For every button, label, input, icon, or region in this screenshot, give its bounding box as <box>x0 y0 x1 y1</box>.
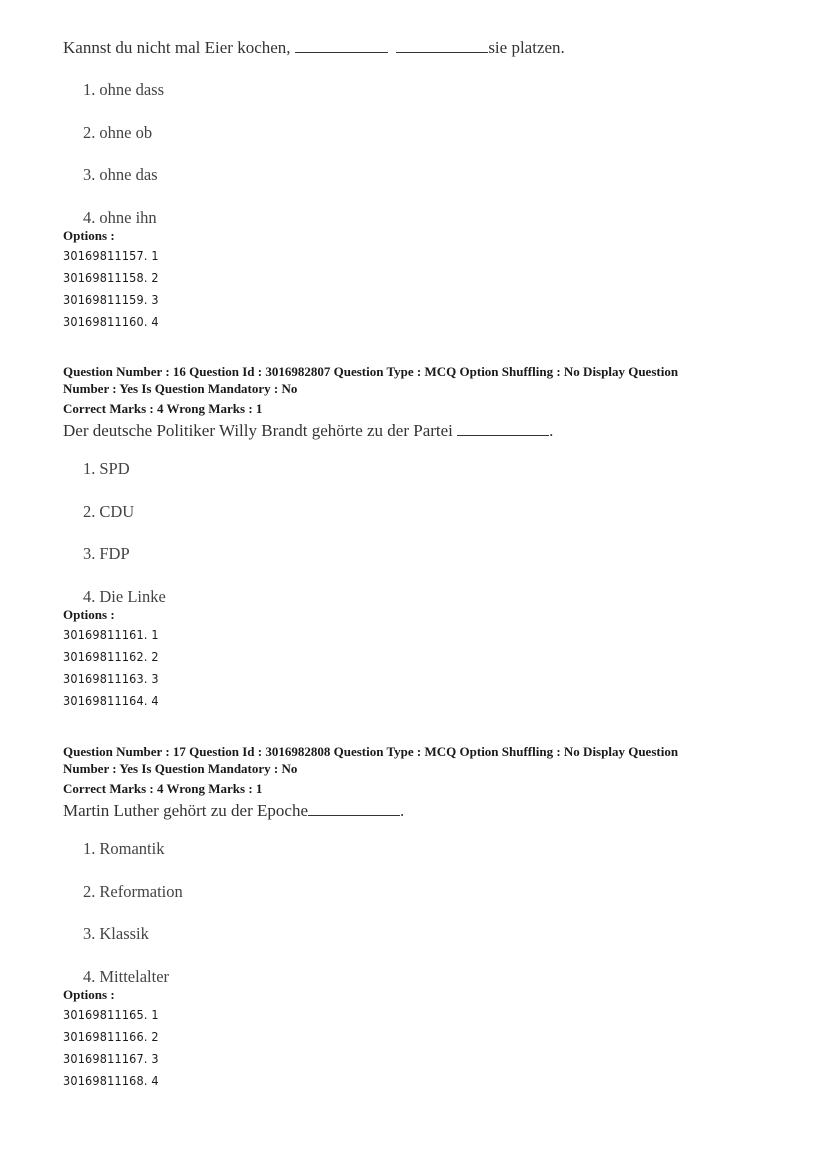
choice-item: 1. ohne dass <box>83 80 164 99</box>
option-id-row: 30169811164. 4 <box>63 692 159 708</box>
stem-text: Kannst du nicht mal Eier kochen, <box>63 38 295 57</box>
question-meta: Question Number : 17 Question Id : 3016982808 Question Type : MCQ Option Shuffling : No Display Question Number : Yes Is Question Mandatory : No <box>63 744 679 776</box>
choice-list <box>63 80 773 228</box>
option-id-row: 30169811158. 2 <box>63 269 159 285</box>
choice-item: 4. ohne ihn <box>83 207 157 227</box>
choice-item: 4. Die Linke <box>83 586 166 606</box>
stem-text: . <box>400 801 405 820</box>
question-stem <box>63 421 773 441</box>
marks-line: Correct Marks : 4 Wrong Marks : 1 <box>63 401 263 416</box>
option-id-row: 30169811168. 4 <box>63 1072 159 1088</box>
marks-line: Correct Marks : 4 Wrong Marks : 1 <box>63 781 263 796</box>
choice-item: 3. ohne das <box>83 165 158 184</box>
stem-text: Martin Luther gehört zu der Epoche <box>63 801 308 820</box>
options-label: Options : <box>63 986 115 1002</box>
option-id-row: 30169811161. 1 <box>63 626 159 642</box>
stem-text: sie platzen. <box>488 38 565 57</box>
choice-item: 1. Romantik <box>83 839 165 858</box>
question-stem <box>63 801 773 821</box>
options-label: Options : <box>63 606 115 622</box>
answer-blank <box>457 421 549 436</box>
option-id-row: 30169811166. 2 <box>63 1028 159 1044</box>
answer-blank <box>295 38 388 53</box>
option-id-row: 30169811159. 3 <box>63 291 159 307</box>
options-label: Options : <box>63 227 115 243</box>
choice-list <box>63 839 773 987</box>
question-meta: Question Number : 16 Question Id : 3016982807 Question Type : MCQ Option Shuffling : No Display Question Number : Yes Is Question Mandatory : No <box>63 364 679 396</box>
option-id-row: 30169811157. 1 <box>63 247 159 263</box>
option-id-row: 30169811167. 3 <box>63 1050 159 1066</box>
option-id-row: 30169811163. 3 <box>63 670 159 686</box>
question-stem <box>63 38 773 58</box>
option-id-row: 30169811162. 2 <box>63 648 159 664</box>
choice-list <box>63 459 773 607</box>
answer-blank <box>396 38 488 53</box>
choice-item: 3. FDP <box>83 544 130 563</box>
choice-item: 2. CDU <box>83 501 135 521</box>
question-17 <box>63 744 773 1095</box>
question-16 <box>63 364 773 715</box>
option-id-row: 30169811165. 1 <box>63 1006 159 1022</box>
choice-item: 4. Mittelalter <box>83 966 170 986</box>
stem-text: Der deutsche Politiker Willy Brandt gehörte zu der Partei <box>63 421 458 440</box>
option-id-row: 30169811160. 4 <box>63 313 159 329</box>
answer-blank <box>308 801 400 816</box>
question-15 <box>63 38 773 336</box>
stem-text: . <box>549 421 554 440</box>
choice-item: 1. SPD <box>83 459 130 478</box>
choice-item: 2. Reformation <box>83 881 183 901</box>
choice-item: 3. Klassik <box>83 924 149 943</box>
choice-item: 2. ohne ob <box>83 122 153 142</box>
